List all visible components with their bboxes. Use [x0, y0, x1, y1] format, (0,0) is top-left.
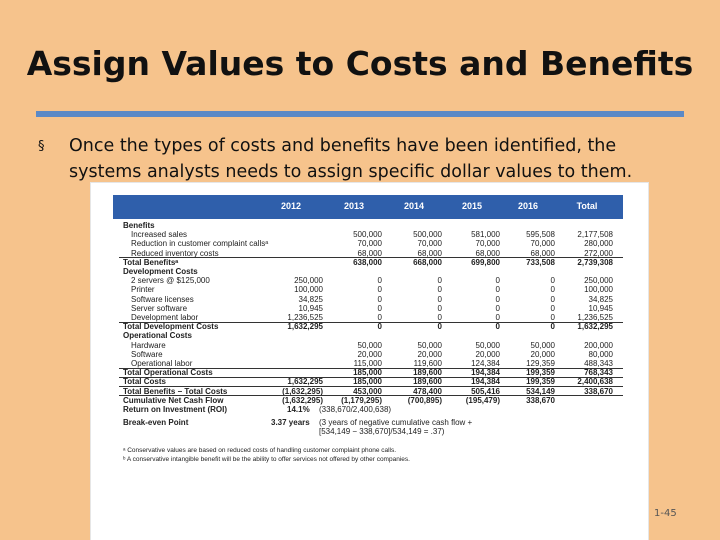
row-label: Reduction in customer complaint callsᵃ — [131, 239, 269, 249]
row-label: Reduced inventory costs — [131, 248, 219, 258]
table-cell: 2,739,308 — [577, 257, 613, 267]
table-cell: 0 — [437, 313, 442, 322]
table-cell: 68,000 — [530, 248, 555, 258]
row-label: Total Benefits − Total Costs — [123, 386, 228, 396]
table-cell: (700,895) — [407, 395, 442, 405]
table-cell: 68,000 — [417, 248, 442, 258]
breakeven-note: (3 years of negative cumulative cash flow + — [319, 418, 473, 427]
table-cell: 50,000 — [417, 340, 442, 350]
table-cell: 10,945 — [298, 303, 323, 313]
row-label: Total Costs — [123, 377, 166, 387]
table-cell: 200,000 — [584, 340, 613, 350]
table-cell: 478,400 — [413, 386, 442, 396]
table-cell: 699,800 — [471, 257, 500, 267]
table-cell: 0 — [437, 322, 442, 332]
table-cell: 581,000 — [471, 230, 500, 240]
table-cell: 505,416 — [471, 386, 500, 396]
table-cell: 1,632,295 — [287, 322, 323, 332]
row-label: Total Operational Costs — [123, 368, 213, 378]
roi-percent: 14.1% — [287, 405, 310, 414]
column-header-2014: 2014 — [403, 201, 425, 211]
table-cell: 70,000 — [475, 239, 500, 249]
footnote: ᵃ Conservative values are based on reduced costs of handling customer complaint phone calls. — [123, 447, 397, 454]
table-cell: 280,000 — [584, 239, 613, 249]
table-cell: 34,825 — [588, 294, 613, 304]
table-cell: 0 — [495, 276, 500, 286]
table-cell: 0 — [437, 285, 442, 295]
table-cell: 668,000 — [413, 257, 442, 267]
breakeven-note: [534,149 − 338,670]/534,149 = .37) — [319, 427, 445, 436]
table-cell: 338,670 — [526, 395, 555, 405]
table-cell: 0 — [550, 313, 555, 322]
table-cell: 20,000 — [475, 349, 500, 359]
table-cell: (195,479) — [465, 395, 500, 405]
table-cell: 250,000 — [584, 276, 613, 286]
table-cell: 34,825 — [298, 294, 323, 304]
row-label: Total Benefitsᵃ — [123, 257, 179, 267]
table-cell: 595,508 — [526, 230, 555, 240]
table-cell: 50,000 — [530, 340, 555, 350]
table-cell: 50,000 — [475, 340, 500, 350]
table-cell: 70,000 — [530, 239, 555, 249]
table-cell: 0 — [377, 294, 382, 304]
row-label: Hardware — [131, 340, 166, 350]
table-cell: 0 — [495, 313, 500, 322]
table-cell: 2,400,638 — [577, 377, 613, 387]
title-underline-rule — [36, 111, 684, 117]
table-cell: 500,000 — [353, 230, 382, 240]
table-cell: 272,000 — [584, 248, 613, 258]
table-cell: 338,670 — [584, 386, 613, 396]
table-cell: 189,600 — [413, 377, 442, 387]
table-cell: 185,000 — [353, 377, 382, 387]
table-cell: 1,236,525 — [577, 313, 613, 322]
table-cell: 199,359 — [526, 377, 555, 387]
table-cell: 1,236,525 — [287, 313, 323, 322]
cost-benefit-table — [91, 183, 648, 540]
row-label: Development labor — [131, 313, 199, 322]
row-label: Operational Costs — [123, 331, 192, 341]
table-cell: 0 — [550, 285, 555, 295]
table-cell: 2,177,508 — [577, 230, 613, 240]
table-cell: 20,000 — [357, 349, 382, 359]
table-cell: 0 — [495, 294, 500, 304]
column-header-2012: 2012 — [280, 201, 302, 211]
table-cell: 0 — [377, 322, 382, 332]
table-cell: 0 — [550, 294, 555, 304]
table-cell: 0 — [437, 294, 442, 304]
table-cell: 0 — [437, 303, 442, 313]
column-header-total: Total — [576, 201, 598, 211]
bullet-icon: § — [38, 139, 45, 154]
table-cell: 115,000 — [353, 359, 382, 368]
table-cell: 70,000 — [417, 239, 442, 249]
table-cell: 0 — [377, 285, 382, 295]
row-label: Printer — [131, 285, 155, 295]
table-cell: 80,000 — [588, 349, 613, 359]
row-label: Development Costs — [123, 267, 198, 276]
table-cell: 0 — [495, 303, 500, 313]
table-cell: 119,600 — [413, 359, 442, 368]
table-cell: 488,343 — [584, 359, 613, 368]
table-cell: 100,000 — [584, 285, 613, 295]
table-cell: 70,000 — [357, 239, 382, 249]
table-cell: 638,000 — [353, 257, 382, 267]
slide-title: Assign Values to Costs and Benefits — [26, 44, 694, 83]
table-cell: 0 — [377, 303, 382, 313]
row-label: 2 servers @ $125,000 — [131, 276, 210, 286]
table-cell: 100,000 — [294, 285, 323, 295]
table-cell: 50,000 — [357, 340, 382, 350]
row-label: Software licenses — [131, 294, 194, 304]
footnote: ᵇ A conservative intangible benefit will be the ability to offer services not offered by other companies. — [123, 456, 410, 463]
table-cell: (1,179,295) — [341, 395, 382, 405]
table-cell: 20,000 — [417, 349, 442, 359]
bullet-text: Once the types of costs and benefits have been identified, the systems analysts needs to assign specific dollar values to them. — [69, 136, 633, 182]
row-label: Cumulative Net Cash Flow — [123, 395, 224, 405]
table-cell: 68,000 — [475, 248, 500, 258]
table-cell: 0 — [550, 303, 555, 313]
table-cell: 500,000 — [413, 230, 442, 240]
table-cell: 0 — [550, 276, 555, 286]
row-label: Total Development Costs — [123, 322, 219, 332]
table-cell: 733,508 — [526, 257, 555, 267]
breakeven-label: Break-even Point — [123, 418, 189, 427]
table-cell: 0 — [495, 285, 500, 295]
table-cell: 199,359 — [526, 368, 555, 378]
row-label: Software — [131, 349, 163, 359]
table-cell: 194,384 — [471, 368, 500, 378]
column-header-2013: 2013 — [343, 201, 365, 211]
table-cell: 0 — [437, 276, 442, 286]
table-cell: 124,384 — [471, 359, 500, 368]
table-cell: (1,632,295) — [282, 386, 323, 396]
table-cell: 768,343 — [584, 368, 613, 378]
table-cell: 68,000 — [357, 248, 382, 258]
table-cell: 534,149 — [526, 386, 555, 396]
roi-formula: (338,670/2,400,638) — [319, 405, 392, 414]
page-number: 1-45 — [654, 508, 677, 519]
row-label: Benefits — [123, 221, 155, 230]
table-cell: 1,632,295 — [287, 377, 323, 387]
table-cell: 20,000 — [530, 349, 555, 359]
table-cell: 189,600 — [413, 368, 442, 378]
column-header-2015: 2015 — [461, 201, 483, 211]
table-cell: (1,632,295) — [282, 395, 323, 405]
table-cell: 194,384 — [471, 377, 500, 387]
table-cell: 129,359 — [526, 359, 555, 368]
table-cell: 453,000 — [353, 386, 382, 396]
table-cell: 0 — [550, 322, 555, 332]
row-label: Increased sales — [131, 230, 188, 240]
column-header-2016: 2016 — [517, 201, 539, 211]
roi-label: Return on Investment (ROI) — [123, 405, 228, 414]
table-cell: 0 — [377, 276, 382, 286]
table-cell: 250,000 — [294, 276, 323, 286]
table-cell: 1,632,295 — [577, 322, 613, 332]
table-cell: 0 — [495, 322, 500, 332]
table-cell: 185,000 — [353, 368, 382, 378]
row-label: Operational labor — [131, 359, 193, 368]
row-label: Server software — [131, 303, 188, 313]
table-cell: 0 — [377, 313, 382, 322]
breakeven-years: 3.37 years — [271, 418, 310, 427]
table-cell: 10,945 — [588, 303, 613, 313]
